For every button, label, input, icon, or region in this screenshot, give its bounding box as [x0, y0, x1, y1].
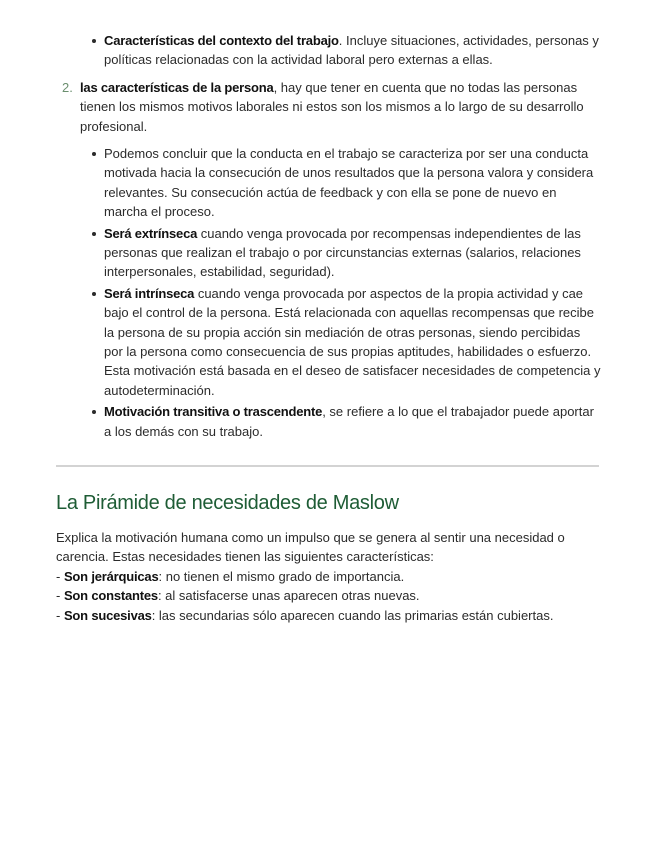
characteristic-line: - Son constantes: al satisfacerse unas aparecen otras nuevas.	[56, 588, 420, 604]
characteristic-line: - Son sucesivas: las secundarias sólo aparecen cuando las primarias están cubiertas.	[56, 607, 554, 623]
section-body	[56, 528, 616, 625]
intro-paragraph: Explica la motivación humana como un impulso que se genera al sentir una necesidad o carencia. Estas necesidades tienen las siguientes características:	[56, 530, 565, 565]
list-item: Podemos concluir que la conducta en el trabajo se caracteriza por ser una conducta motivada hacia la consecución de unos resultados que la persona valora y considera relevantes. Su consecución actúa de feedback y con ella se pone de nuevo en marcha el proceso.	[104, 144, 602, 222]
list-number: 2.	[62, 80, 73, 95]
list-item: Motivación transitiva o trascendente, se refiere a lo que el trabajador puede aportar a los demás con su trabajo.	[104, 402, 602, 441]
context-bullet-list	[104, 31, 602, 70]
list-item: Será intrínseca cuando venga provocada por aspectos de la propia actividad y cae bajo el control de la persona. Está relacionada con aquellas recompensas que recibe la persona de su propia acción sin mediación de otras personas, siendo percibidas por la persona como consecuencia de sus propias aptitudes, habilidades o esfuerzo. Esta motivación está basada en el deseo de satisfacer necesidades de competencia y autodeterminación.	[104, 284, 602, 400]
characteristic-line: - Son jerárquicas: no tienen el mismo grado de importancia.	[56, 568, 405, 584]
section-divider	[56, 465, 599, 467]
list-item: Características del contexto del trabajo. Incluye situaciones, actividades, personas y políticas relacionadas con la actividad laboral pero externas a ellas.	[104, 31, 602, 70]
person-bullet-list	[104, 144, 602, 443]
numbered-item-2: las características de la persona, hay que tener en cuenta que no todas las personas tienen los mismos motivos laborales ni estos son los mismos a lo largo de su desarrollo profesional.	[80, 80, 584, 134]
section-title: La Pirámide de necesidades de Maslow	[56, 492, 399, 514]
list-item: Será extrínseca cuando venga provocada por recompensas independientes de las personas que realizan el trabajo o por circunstancias externas (salarios, relaciones interpersonales, estabilidad, seguridad).	[104, 224, 602, 282]
